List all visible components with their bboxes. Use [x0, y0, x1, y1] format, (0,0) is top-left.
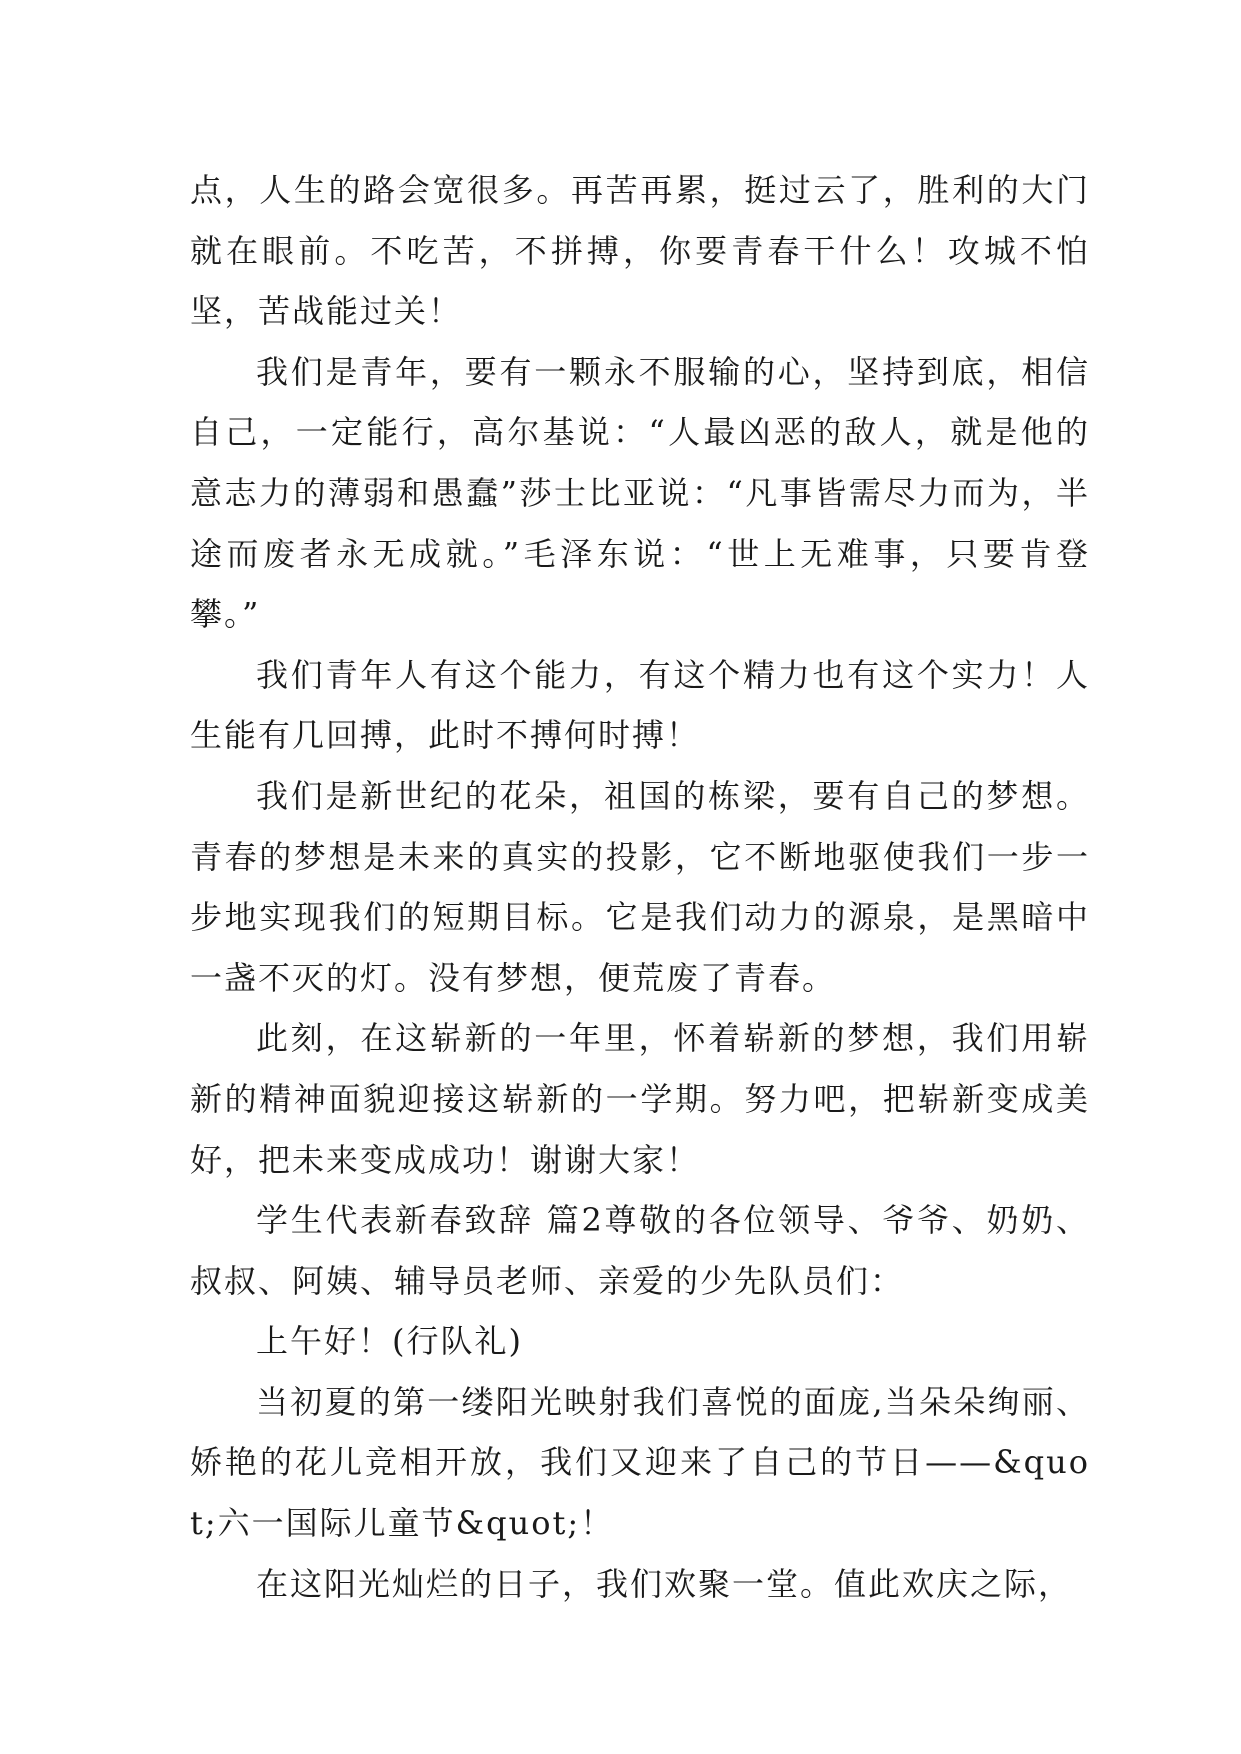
paragraph: 点，人生的路会宽很多。再苦再累，挺过云了，胜利的大门就在眼前。不吃苦，不拼搏，你要青春干什么！攻城不怕坚，苦战能过关！	[190, 171, 1090, 331]
paragraph: 在这阳光灿烂的日子，我们欢聚一堂。值此欢庆之际，	[256, 1564, 1073, 1603]
paragraph: 我们是青年，要有一颗永不服输的心，坚持到底，相信自己，一定能行，高尔基说：“人最凶恶的敌人，就是他的意志力的薄弱和愚蠢”莎士比亚说：“凡事皆需尽力而为，半途而废者永无成就。”毛泽东说：“世上无难事，只要肯登攀。”	[190, 352, 1090, 634]
paragraph: 当初夏的第一缕阳光映射我们喜悦的面庞,当朵朵绚丽、娇艳的花儿竞相开放，我们又迎来了自己的节日——&quot;六一国际儿童节&quot;！	[190, 1382, 1090, 1543]
document-body	[190, 160, 1090, 1614]
paragraph: 学生代表新春致辞 篇2尊敬的各位领导、爷爷、奶奶、叔叔、阿姨、辅导员老师、亲爱的少先队员们：	[190, 1201, 1090, 1300]
paragraph: 我们青年人有这个能力，有这个精力也有这个实力！人生能有几回搏，此时不搏何时搏！	[190, 655, 1090, 755]
paragraph: 上午好！(行队礼)	[256, 1322, 523, 1361]
paragraph: 此刻，在这崭新的一年里，怀着崭新的梦想，我们用崭新的精神面貌迎接这崭新的一学期。努力吧，把崭新变成美好，把未来变成成功！谢谢大家！	[190, 1019, 1090, 1179]
paragraph: 我们是新世纪的花朵，祖国的栋梁，要有自己的梦想。青春的梦想是未来的真实的投影，它不断地驱使我们一步一步地实现我们的短期目标。它是我们动力的源泉，是黑暗中一盏不灭的灯。没有梦想，便荒废了青春。	[190, 776, 1090, 997]
